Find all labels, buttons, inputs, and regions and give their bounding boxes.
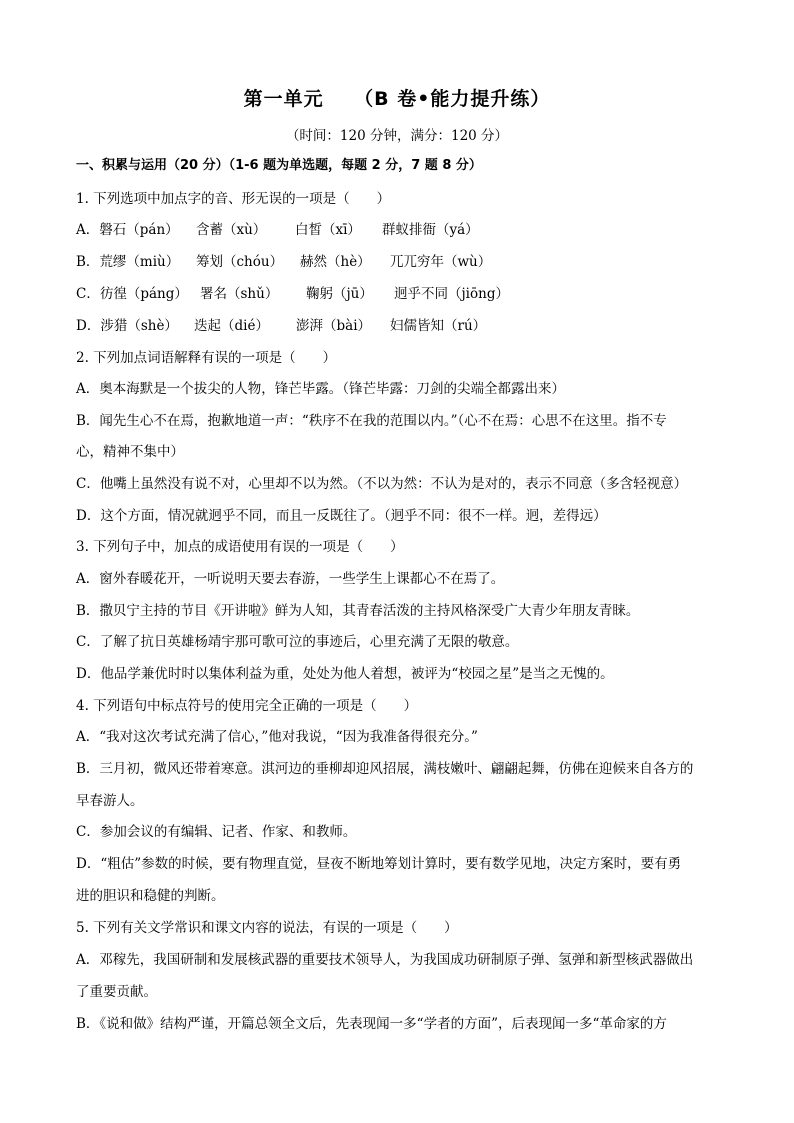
section-heading: 一、积累与运用（20 分）（1-6 题为单选题，每题 2 分，7 题 8 分） bbox=[76, 158, 482, 173]
q1-b-word-4: 兀兀穷年（wù） bbox=[390, 254, 492, 270]
q5-option-b-line1: B．《说和做》结构严谨，开篇总领全文后，先表现闻一多“学者的方面”，后表现闻一多“革命家的方 bbox=[76, 1016, 667, 1032]
q1-b-word-3: 赫然（hè） bbox=[300, 254, 371, 270]
q3-option-c: C．了解了抗日英雄杨靖宇那可歌可泣的事迹后，心里充满了无限的敬意。 bbox=[76, 634, 519, 650]
q1-a-word-3: 白皙（xī） bbox=[295, 222, 361, 238]
q1-d-word-1: D．涉猎（shè） bbox=[76, 318, 178, 334]
q3-option-b: B．撒贝宁主持的节目《开讲啦》鲜为人知，其青春活泼的主持风格深受广大青少年朋友青睐。 bbox=[76, 603, 640, 619]
q1-c-word-2: 署名（shǔ） bbox=[200, 286, 279, 302]
q1-a-word-2: 含蓄（xù） bbox=[196, 222, 267, 238]
q1-d-word-4: 妇儒皆知（rú） bbox=[390, 318, 487, 334]
q2-option-a: A．奥本海默是一个拔尖的人物，锋芒毕露。（锋芒毕露：刀剑的尖端全都露出来） bbox=[76, 381, 565, 397]
q4-option-a: A．“我对这次考试充满了信心，”他对我说，“因为我准备得很充分。” bbox=[76, 729, 478, 745]
q2-option-d: D．这个方面，情况就迥乎不同，而且一反既往了。（迥乎不同：很不一样。迥，差得远） bbox=[76, 508, 607, 524]
q4-option-c: C．参加会议的有编辑、记者、作家、和教师。 bbox=[76, 824, 357, 840]
q1-d-word-3: 澎湃（bài） bbox=[296, 318, 372, 334]
q3-option-a: A．窗外春暖花开，一听说明天要去春游，一些学生上课都心不在焉了。 bbox=[76, 571, 505, 587]
question-3-stem: 3. 下列句子中，加点的成语使用有误的一项是（ ） bbox=[76, 539, 404, 555]
q3-option-d: D．他品学兼优时时以集体利益为重，处处为他人着想，被评为“校园之星”是当之无愧的。 bbox=[76, 666, 614, 682]
q4-option-b-line1: B．三月初，微风还带着寒意。淇河边的垂柳却迎风招展，满枝嫩叶、翩翩起舞，仿佛在迎候来自各方的 bbox=[76, 761, 694, 777]
q1-c-word-3: 鞠躬（jū） bbox=[306, 286, 373, 302]
q1-d-word-2: 迭起（dié） bbox=[194, 318, 269, 334]
q5-option-a-line1: A．邓稼先，我国研制和发展核武器的重要技术领导人，为我国成功研制原子弹、氢弹和新型核武器做出 bbox=[76, 952, 694, 968]
question-5-stem: 5. 下列有关文学常识和课文内容的说法，有误的一项是（ ） bbox=[76, 920, 458, 936]
q4-option-b-line2: 早春游人。 bbox=[76, 793, 144, 809]
q1-a-word-4: 群蚁排衙（yá） bbox=[382, 222, 479, 238]
q2-option-b-line1: B．闻先生心不在焉，抱歉地道一声：“秩序不在我的范围以内。”（心不在焉：心思不在这里。指不专 bbox=[76, 413, 667, 429]
question-2-stem: 2. 下列加点词语解释有误的一项是（ ） bbox=[76, 350, 337, 366]
q5-option-a-line2: 了重要贡献。 bbox=[76, 984, 157, 1000]
q1-b-word-1: B．荒缪（miù） bbox=[76, 254, 180, 270]
q2-option-b-line2: 心，精神不集中） bbox=[76, 444, 184, 460]
q1-a-word-1: A．磐石（pán） bbox=[76, 222, 179, 238]
q2-option-c: C．他嘴上虽然没有说不对，心里却不以为然。（不以为然：不认为是对的，表示不同意（多含轻视意） bbox=[76, 476, 688, 492]
question-1-stem: 1. 下列选项中加点字的音、形无误的一项是（ ） bbox=[76, 191, 391, 207]
q4-option-d-line2: 进的胆识和稳健的判断。 bbox=[76, 888, 225, 904]
exam-time-score: （时间：120 分钟，满分：120 分） bbox=[285, 128, 509, 144]
q1-c-word-1: C．彷徨（páng） bbox=[76, 286, 188, 302]
question-4-stem: 4. 下列语句中标点符号的使用完全正确的一项是（ ） bbox=[76, 698, 418, 714]
page-title: 第一单元 （B 卷•能力提升练） bbox=[243, 88, 551, 110]
q1-b-word-2: 筹划（chóu） bbox=[196, 254, 284, 270]
q1-c-word-4: 迥乎不同（jiōng） bbox=[394, 286, 509, 302]
q4-option-d-line1: D．“粗估”参数的时候，要有物理直觉，昼夜不断地筹划计算时，要有数学见地，决定方案时，要有勇 bbox=[76, 856, 682, 872]
